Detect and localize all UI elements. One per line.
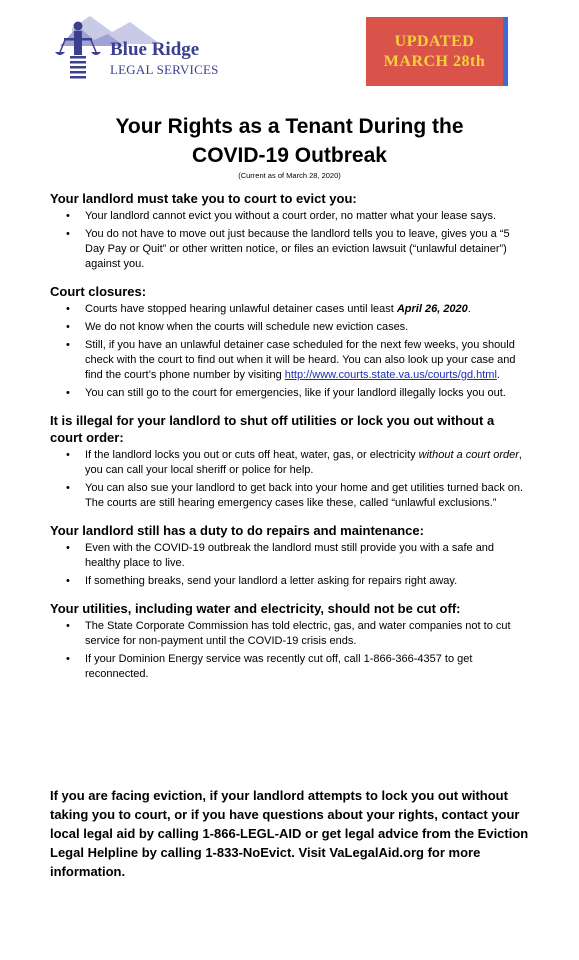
list-item-text: You can also sue your landlord to get back into your home and get utilities turned back on. The courts are still hearing emergency cases like these, called “unlawful exclusions.” xyxy=(85,482,524,509)
section-heading: Court closures: xyxy=(50,284,147,299)
bullet-list xyxy=(50,448,530,511)
bullet-dot-icon: • xyxy=(66,575,70,587)
section-heading: Your landlord must take you to court to evict you: xyxy=(50,191,357,206)
list-item-text: You can still go to the court for emergencies, like if your landlord illegally locks you out. xyxy=(85,387,506,399)
bullet-dot-icon: • xyxy=(66,210,70,222)
section-utilities-cutoff xyxy=(50,600,530,682)
section-utilities-lockout xyxy=(50,412,530,511)
logo-name: Blue Ridge xyxy=(110,39,200,60)
list-item xyxy=(50,338,530,383)
list-item-text: , you can call your local sheriff or police for help. xyxy=(85,449,522,476)
list-item-text: Courts have stopped hearing unlawful detainer cases until least xyxy=(85,303,397,315)
blue-ridge-logo xyxy=(50,12,230,80)
page-title xyxy=(0,112,579,170)
list-item xyxy=(50,619,530,649)
title-line1: Your Rights as a Tenant During the xyxy=(115,115,464,138)
badge-line1: UPDATED xyxy=(394,32,475,50)
emphasis-text: without a court order xyxy=(418,449,519,461)
section-repairs xyxy=(50,522,530,589)
list-item-text: If something breaks, send your landlord a letter asking for repairs right away. xyxy=(85,575,458,587)
section-heading: Your landlord still has a duty to do repairs and maintenance: xyxy=(50,523,424,538)
bullet-dot-icon: • xyxy=(66,228,70,240)
list-item xyxy=(50,652,530,682)
list-item-text: . xyxy=(496,369,500,381)
bullet-list xyxy=(50,209,530,272)
list-item xyxy=(50,481,530,511)
list-item xyxy=(50,448,530,478)
list-item xyxy=(50,320,530,335)
list-item-text: Still, if you have an unlawful detainer case scheduled for the next few weeks, you should check with the court to find out when it will be heard. You can also look up your case and find the court’s phone number by visiting xyxy=(85,339,516,381)
bullet-list xyxy=(50,302,530,401)
list-item-text: If your Dominion Energy service was recently cut off, call 1-866-366-4357 to get reconnected. xyxy=(85,653,473,680)
bullet-dot-icon: • xyxy=(66,620,70,632)
bullet-list xyxy=(50,619,530,682)
bullet-dot-icon: • xyxy=(66,303,70,315)
section-heading: Your utilities, including water and electricity, should not be cut off: xyxy=(50,601,461,616)
bullet-dot-icon: • xyxy=(66,653,70,665)
list-item xyxy=(50,574,530,589)
list-item xyxy=(50,541,530,571)
list-item-text: You do not have to move out just because the landlord tells you to leave, gives you a “5 Day Pay or Quit” or other written notice, or files an eviction lawsuit (“unlawful detainer”) against you. xyxy=(85,228,510,270)
badge-line2: MARCH 28th xyxy=(383,52,486,70)
bullet-dot-icon: • xyxy=(66,339,70,351)
bullet-dot-icon: • xyxy=(66,387,70,399)
list-item-text: The State Corporate Commission has told electric, gas, and water companies not to cut service for non-payment until the COVID-19 crisis ends. xyxy=(85,620,511,647)
main-content xyxy=(50,190,530,693)
list-item xyxy=(50,302,530,317)
page-subtitle: (Current as of March 28, 2020) xyxy=(238,171,341,180)
court-website-link[interactable]: http://www.courts.state.va.us/courts/gd.html xyxy=(284,369,497,381)
list-item xyxy=(50,209,530,224)
bullet-dot-icon: • xyxy=(66,449,70,461)
list-item-text: If the landlord locks you out or cuts off heat, water, gas, or electricity xyxy=(85,449,419,461)
list-item-text: Even with the COVID-19 outbreak the landlord must still provide you with a safe and healthy place to live. xyxy=(85,542,495,569)
section-heading: It is illegal for your landlord to shut off utilities or lock you out without a court order: xyxy=(50,413,495,445)
list-item xyxy=(50,227,530,272)
title-line2: COVID-19 Outbreak xyxy=(192,144,387,167)
section-court-closures xyxy=(50,283,530,401)
logo-subname: LEGAL SERVICES xyxy=(110,62,219,77)
bullet-dot-icon: • xyxy=(66,542,70,554)
bullet-dot-icon: • xyxy=(66,482,70,494)
list-item-text: We do not know when the courts will schedule new eviction cases. xyxy=(85,321,409,333)
bullet-list xyxy=(50,541,530,589)
bullet-dot-icon: • xyxy=(66,321,70,333)
list-item-text: . xyxy=(467,303,471,315)
list-item xyxy=(50,386,530,401)
updated-badge xyxy=(366,17,508,86)
footer-contact-text: If you are facing eviction, if your landlord attempts to lock you out without taking you to court, or if you have questions about your rights, contact your local legal aid by calling 1-866-LEGL-AID or get legal advice from the Eviction Legal Helpline by calling 1-833-NoEvict. Visit VaLegalAid.org for more information. xyxy=(50,788,529,879)
section-court-eviction xyxy=(50,190,530,272)
emphasis-date: April 26, 2020 xyxy=(396,303,468,315)
list-item-text: Your landlord cannot evict you without a court order, no matter what your lease says. xyxy=(85,210,497,222)
